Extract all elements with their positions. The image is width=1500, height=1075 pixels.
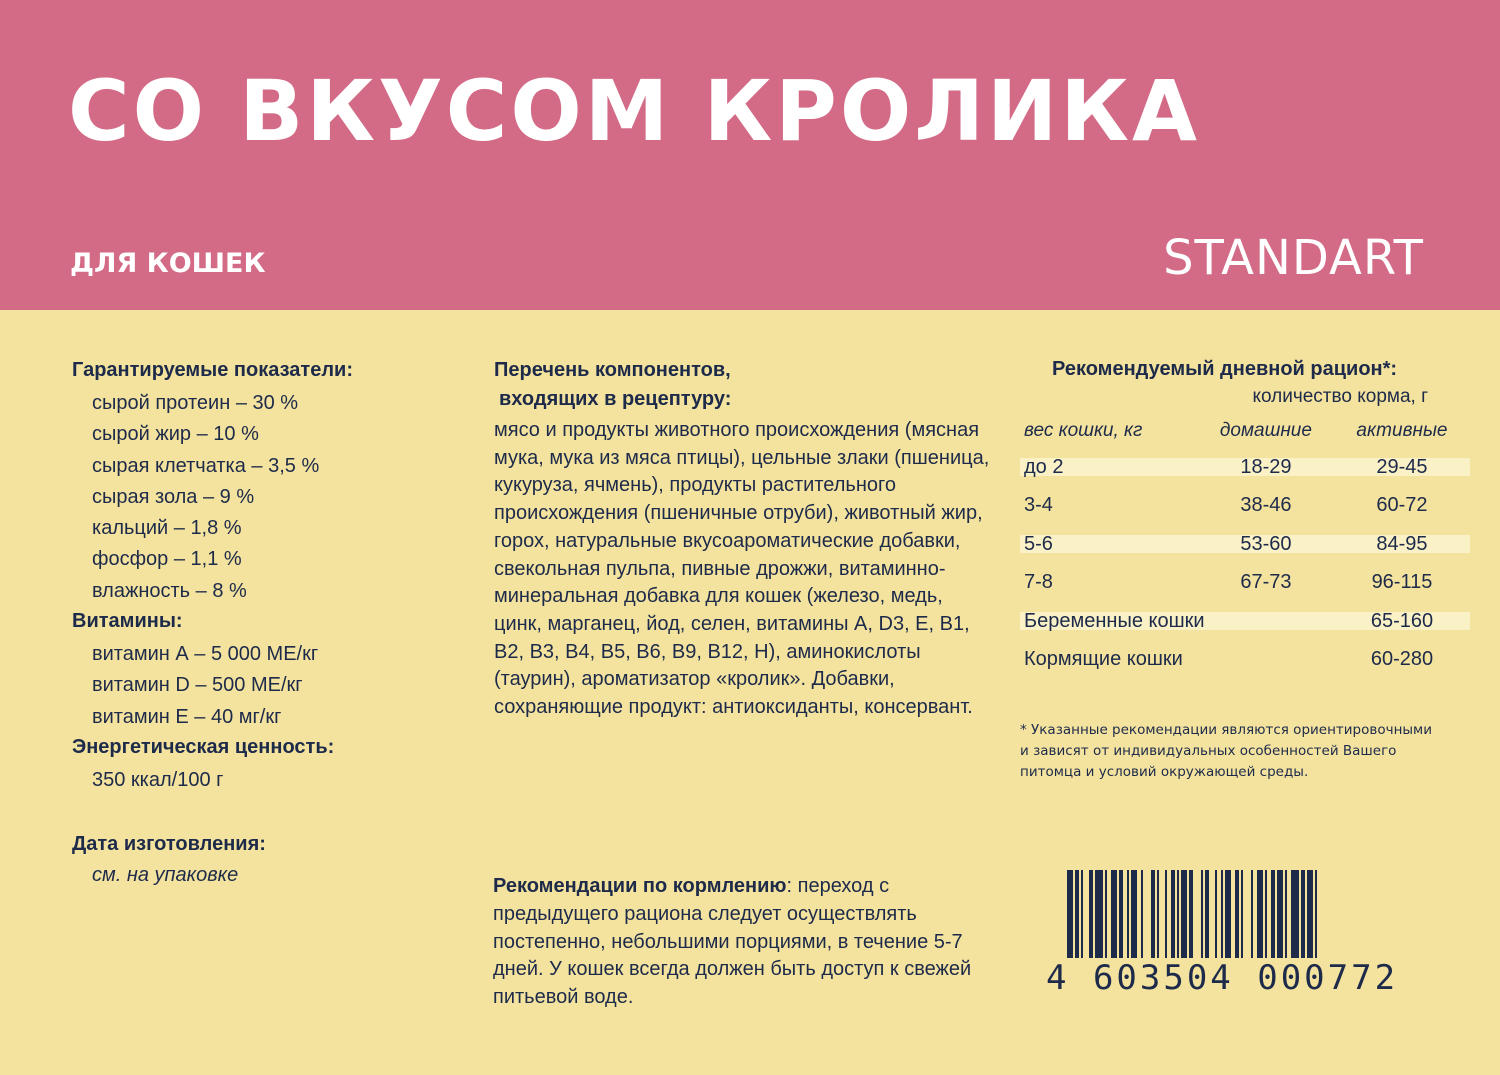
barcode-bar xyxy=(1095,870,1103,970)
barcode-bar xyxy=(1171,870,1175,970)
column-header-active: активные xyxy=(1356,420,1448,441)
barcode-bar xyxy=(1307,870,1313,970)
barcode-bar xyxy=(1119,870,1123,970)
ration-subheading: количество корма, г xyxy=(1252,386,1428,407)
home-cell: 67-73 xyxy=(1240,571,1292,594)
active-cell: 29-45 xyxy=(1334,448,1470,487)
header-band xyxy=(0,0,1500,310)
guaranteed-column xyxy=(72,356,452,888)
home-cell: 53-60 xyxy=(1198,525,1334,564)
table-row xyxy=(1020,525,1470,564)
barcode-bar xyxy=(1265,870,1267,970)
energy-value: 350 ккал/100 г xyxy=(92,768,224,791)
table-row xyxy=(1020,602,1470,641)
components-column xyxy=(494,356,994,722)
barcode-bar xyxy=(1081,870,1083,970)
barcode-bar xyxy=(1205,870,1209,970)
vitamin-item: витамин А – 5 000 МЕ/кг xyxy=(92,643,319,666)
barcode-bar xyxy=(1141,870,1143,970)
product-subtitle: ДЛЯ КОШЕК xyxy=(70,248,266,279)
barcode-number: 4 603504 000772 xyxy=(1046,958,1399,998)
barcode-bar xyxy=(1177,870,1179,970)
vitamin-item: витамин Е – 40 мг/кг xyxy=(92,705,282,728)
barcode-bar xyxy=(1105,870,1107,970)
vitamins-heading: Витамины: xyxy=(72,610,183,633)
barcode-bar xyxy=(1215,870,1217,970)
table-row xyxy=(1020,564,1470,603)
components-heading xyxy=(494,356,994,414)
energy-heading: Энергетическая ценность: xyxy=(72,735,335,758)
guaranteed-item: сырая клетчатка – 3,5 % xyxy=(92,454,320,477)
weight-cell: 3-4 xyxy=(1024,494,1053,517)
column-header-home: домашние xyxy=(1219,420,1312,441)
barcode-bar xyxy=(1271,870,1275,970)
ration-header-row xyxy=(1020,414,1470,448)
special-label-cell: Кормящие кошки xyxy=(1024,648,1183,671)
components-heading-line1: Перечень компонентов, xyxy=(494,359,731,381)
brand-name: STANDART xyxy=(1163,230,1424,286)
date-heading: Дата изготовления: xyxy=(72,833,266,856)
guaranteed-item: сырой протеин – 30 % xyxy=(92,392,299,414)
feeding-heading: Рекомендации по кормлению xyxy=(493,875,787,897)
weight-cell: до 2 xyxy=(1020,448,1198,487)
barcode-bar xyxy=(1181,870,1187,970)
weight-cell: 5-6 xyxy=(1020,525,1198,564)
table-row xyxy=(1020,641,1470,680)
guaranteed-item: влажность – 8 % xyxy=(92,579,247,602)
home-cell: 38-46 xyxy=(1240,494,1292,517)
components-heading-line2: входящих в рецептуру: xyxy=(499,388,732,410)
date-value: см. на упаковке xyxy=(92,864,239,887)
ration-table xyxy=(1020,414,1470,679)
guaranteed-item: сырой жир – 10 % xyxy=(92,423,259,446)
components-text: мясо и продукты животного происхождения (мясная мука, мука из мяса птицы), цельные злаки (пшеница, кукуруза, ячмень), продукты растительного происхождения (пшеничные отруби), животный жир, горох, натуральные вкусоароматические добавки, свекольная пульпа, пивные дрожжи, витаминно-минеральная добавка для кошек (железо, медь, цинк, марганец, йод, селен, витамины А, D3, Е, В1, В2, В3, В4, В5, В6, В9, В12, Н), аминокислоты (таурин), ароматизатор «кролик». Добавки, сохраняющие продукт: антиоксиданты, консервант. xyxy=(494,419,990,719)
product-title: СО ВКУСОМ КРОЛИКА xyxy=(68,62,1201,160)
special-value-cell: 65-160 xyxy=(1334,602,1470,641)
vitamin-item: витамин D – 500 МЕ/кг xyxy=(92,674,303,697)
barcode-bar xyxy=(1285,870,1287,970)
guaranteed-item: кальций – 1,8 % xyxy=(92,517,242,540)
barcode-bar xyxy=(1111,870,1117,970)
barcode-bar xyxy=(1157,870,1159,970)
barcode-bar xyxy=(1257,870,1263,970)
barcode-bar xyxy=(1277,870,1283,970)
barcode-bar xyxy=(1131,870,1137,970)
barcode-number-row xyxy=(1045,958,1415,998)
barcode-bar xyxy=(1221,870,1223,970)
feeding-text: : переход с предыдущего рациона следует осуществлять постепенно, небольшими порциями, в течение 5-7 дней. У кошек всегда должен быть доступ к свежей питьевой воде. xyxy=(493,875,972,1009)
barcode-bar xyxy=(1225,870,1231,970)
barcode-bar xyxy=(1235,870,1239,970)
table-row xyxy=(1020,448,1470,487)
column-header-weight: вес кошки, кг xyxy=(1024,420,1143,441)
barcode-bar xyxy=(1127,870,1129,970)
barcode-bar xyxy=(1151,870,1155,970)
guaranteed-item: фосфор – 1,1 % xyxy=(92,548,242,571)
ration-heading: Рекомендуемый дневной рацион*: xyxy=(1052,358,1398,380)
feeding-recommendations xyxy=(493,873,993,1012)
ration-column xyxy=(1020,356,1470,679)
table-row xyxy=(1020,487,1470,526)
barcode-bar xyxy=(1291,870,1299,970)
special-label-cell: Беременные кошки xyxy=(1020,602,1334,641)
home-cell: 18-29 xyxy=(1198,448,1334,487)
weight-cell: 7-8 xyxy=(1024,571,1053,594)
active-cell: 96-115 xyxy=(1371,571,1433,594)
guaranteed-item: сырая зола – 9 % xyxy=(92,485,255,508)
barcode-bar xyxy=(1089,870,1093,970)
active-cell: 60-72 xyxy=(1376,494,1428,517)
ration-footnote: * Указанные рекомендации являются ориентировочными и зависят от индивидуальных особенностей Вашего питомца и условий окружающей среды. xyxy=(1020,722,1433,780)
active-cell: 84-95 xyxy=(1334,525,1470,564)
special-value-cell: 60-280 xyxy=(1370,648,1434,671)
guaranteed-heading: Гарантируемые показатели: xyxy=(72,359,353,381)
barcode-bar xyxy=(1251,870,1253,970)
barcode-bar xyxy=(1301,870,1305,970)
barcode-bar xyxy=(1241,870,1243,970)
barcode-bar xyxy=(1165,870,1167,970)
